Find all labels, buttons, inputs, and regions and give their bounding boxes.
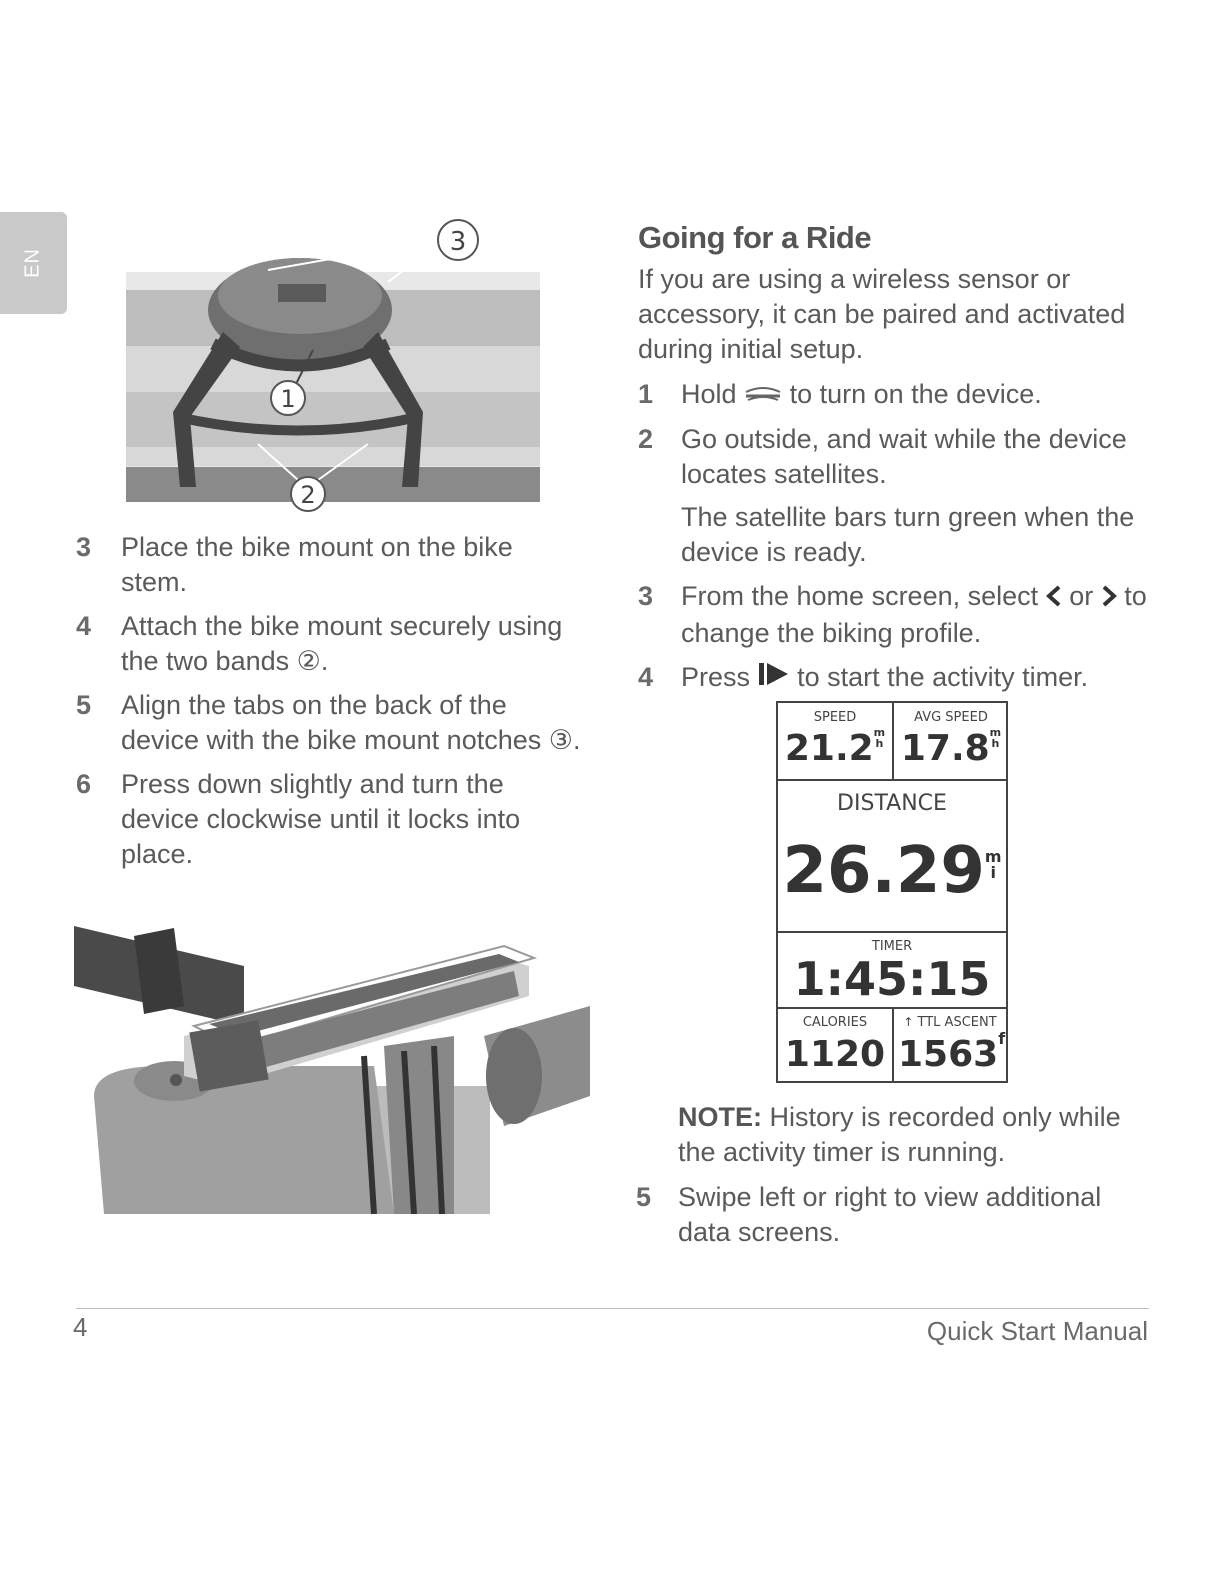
callout-2: 2 [300, 481, 316, 509]
avg-speed-value [894, 727, 1008, 771]
ttl-ascent-field [894, 1009, 1006, 1081]
timer-field [778, 933, 1006, 1007]
list-item [76, 688, 586, 758]
step-number: 3 [76, 532, 92, 562]
avg-speed-label: AVG SPEED [914, 710, 988, 725]
ride-steps-list [638, 377, 1158, 696]
speed-field [778, 703, 892, 779]
page-number: 4 [73, 1312, 88, 1342]
step-text-post: to start the activity timer. [797, 661, 1089, 692]
step-number: 5 [636, 1182, 652, 1212]
step-text-pre: Press [681, 661, 751, 692]
distance-unit-top: m [984, 847, 1002, 866]
step-number: 6 [76, 769, 92, 799]
speed-unit-bottom: h [875, 737, 884, 750]
calories-field [778, 1009, 892, 1081]
device-data-screen [776, 701, 1008, 1083]
step-text: Swipe left or right to view additional data screens. [678, 1182, 1102, 1247]
step-number: 4 [638, 661, 654, 692]
arrow-up-icon: ↑ [903, 1015, 914, 1029]
speed-unit-top: m [873, 726, 886, 739]
start-timer-icon [758, 661, 790, 696]
callout-1: 1 [280, 385, 296, 413]
ttl-ascent-value-number: 1563 [898, 1034, 999, 1075]
step-text: Place the bike mount on the bike stem. [121, 532, 513, 597]
step-text: Go outside, and wait while the device locates satellites. [681, 424, 1127, 490]
chevron-left-icon [1046, 581, 1062, 616]
list-item [76, 530, 586, 600]
ttl-ascent-label [894, 1015, 1006, 1030]
step-text-pre: Hold [681, 379, 737, 409]
timer-label: TIMER [871, 939, 913, 954]
distance-unit-bottom: i [990, 863, 996, 882]
speed-label: SPEED [813, 710, 857, 725]
distance-value [778, 831, 1006, 911]
step-text-post: to turn on the device. [789, 379, 1042, 409]
note-text: History is recorded only while the activity timer is running. [678, 1102, 1121, 1167]
avg-speed-unit-bottom: h [991, 737, 1000, 750]
step-text [681, 579, 1158, 650]
step-text [681, 377, 1158, 413]
footer-title: Quick Start Manual [926, 1316, 1148, 1346]
note-paragraph [678, 1100, 1158, 1170]
section-heading: Going for a Ride [638, 220, 872, 255]
ttl-ascent-label-text: TTL ASCENT [917, 1015, 997, 1030]
timer-value: 1:45:15 [793, 952, 991, 1006]
step-text: Align the tabs on the back of the device with the bike mount notches ③. [121, 690, 581, 755]
distance-unit [985, 849, 1002, 881]
avg-speed-unit-top: m [989, 726, 1002, 739]
list-item [636, 1180, 1156, 1250]
device-mounted-illustration [74, 926, 590, 1214]
step-text: Attach the bike mount securely using the two bands ②. [121, 611, 563, 676]
step-text-post: to change the biking profile. [681, 581, 1147, 648]
ttl-ascent-value [894, 1029, 1006, 1077]
language-tab-label: EN [21, 248, 44, 278]
bike-mount-illustration [118, 212, 548, 512]
distance-field [778, 781, 1006, 931]
footer-divider [76, 1308, 1149, 1309]
list-item [638, 579, 1158, 650]
avg-speed-value-number: 17.8 [900, 728, 990, 769]
list-item [638, 377, 1158, 413]
ttl-ascent-unit: f [998, 1029, 1006, 1048]
note-label: NOTE: [678, 1102, 762, 1132]
step-number: 4 [76, 611, 92, 641]
step-number: 5 [76, 690, 92, 720]
speed-value-number: 21.2 [784, 728, 874, 769]
power-button-icon [744, 378, 782, 413]
list-item [638, 660, 1158, 696]
calories-value: 1120 [784, 1034, 886, 1075]
speed-value [778, 727, 892, 771]
chevron-right-icon [1101, 581, 1117, 616]
going-for-a-ride-section [638, 220, 1158, 705]
step-text: Press down slightly and turn the device clockwise until it locks into place. [121, 769, 521, 869]
mount-steps-list [76, 530, 586, 881]
language-tab [0, 212, 67, 314]
list-item [76, 609, 586, 679]
list-item [638, 422, 1158, 570]
step-text-pre: From the home screen, select [681, 581, 1039, 612]
distance-label: DISTANCE [837, 791, 947, 816]
step-subtext: The satellite bars turn green when the device is ready. [681, 502, 1135, 568]
list-item [76, 767, 586, 872]
avg-speed-unit [990, 727, 1001, 749]
step-number: 1 [638, 379, 654, 409]
distance-value-number: 26.29 [782, 834, 985, 908]
step-text-mid: or [1069, 581, 1094, 612]
speed-unit [874, 727, 885, 749]
callout-3: 3 [449, 227, 467, 257]
calories-label: CALORIES [802, 1015, 868, 1030]
step-number: 3 [638, 581, 654, 612]
ride-steps-list-continued [636, 1180, 1156, 1250]
section-intro: If you are using a wireless sensor or accessory, it can be paired and activated during initial setup. [638, 264, 1126, 364]
step-text [681, 660, 1158, 696]
avg-speed-field [894, 703, 1008, 779]
step-number: 2 [638, 424, 654, 455]
